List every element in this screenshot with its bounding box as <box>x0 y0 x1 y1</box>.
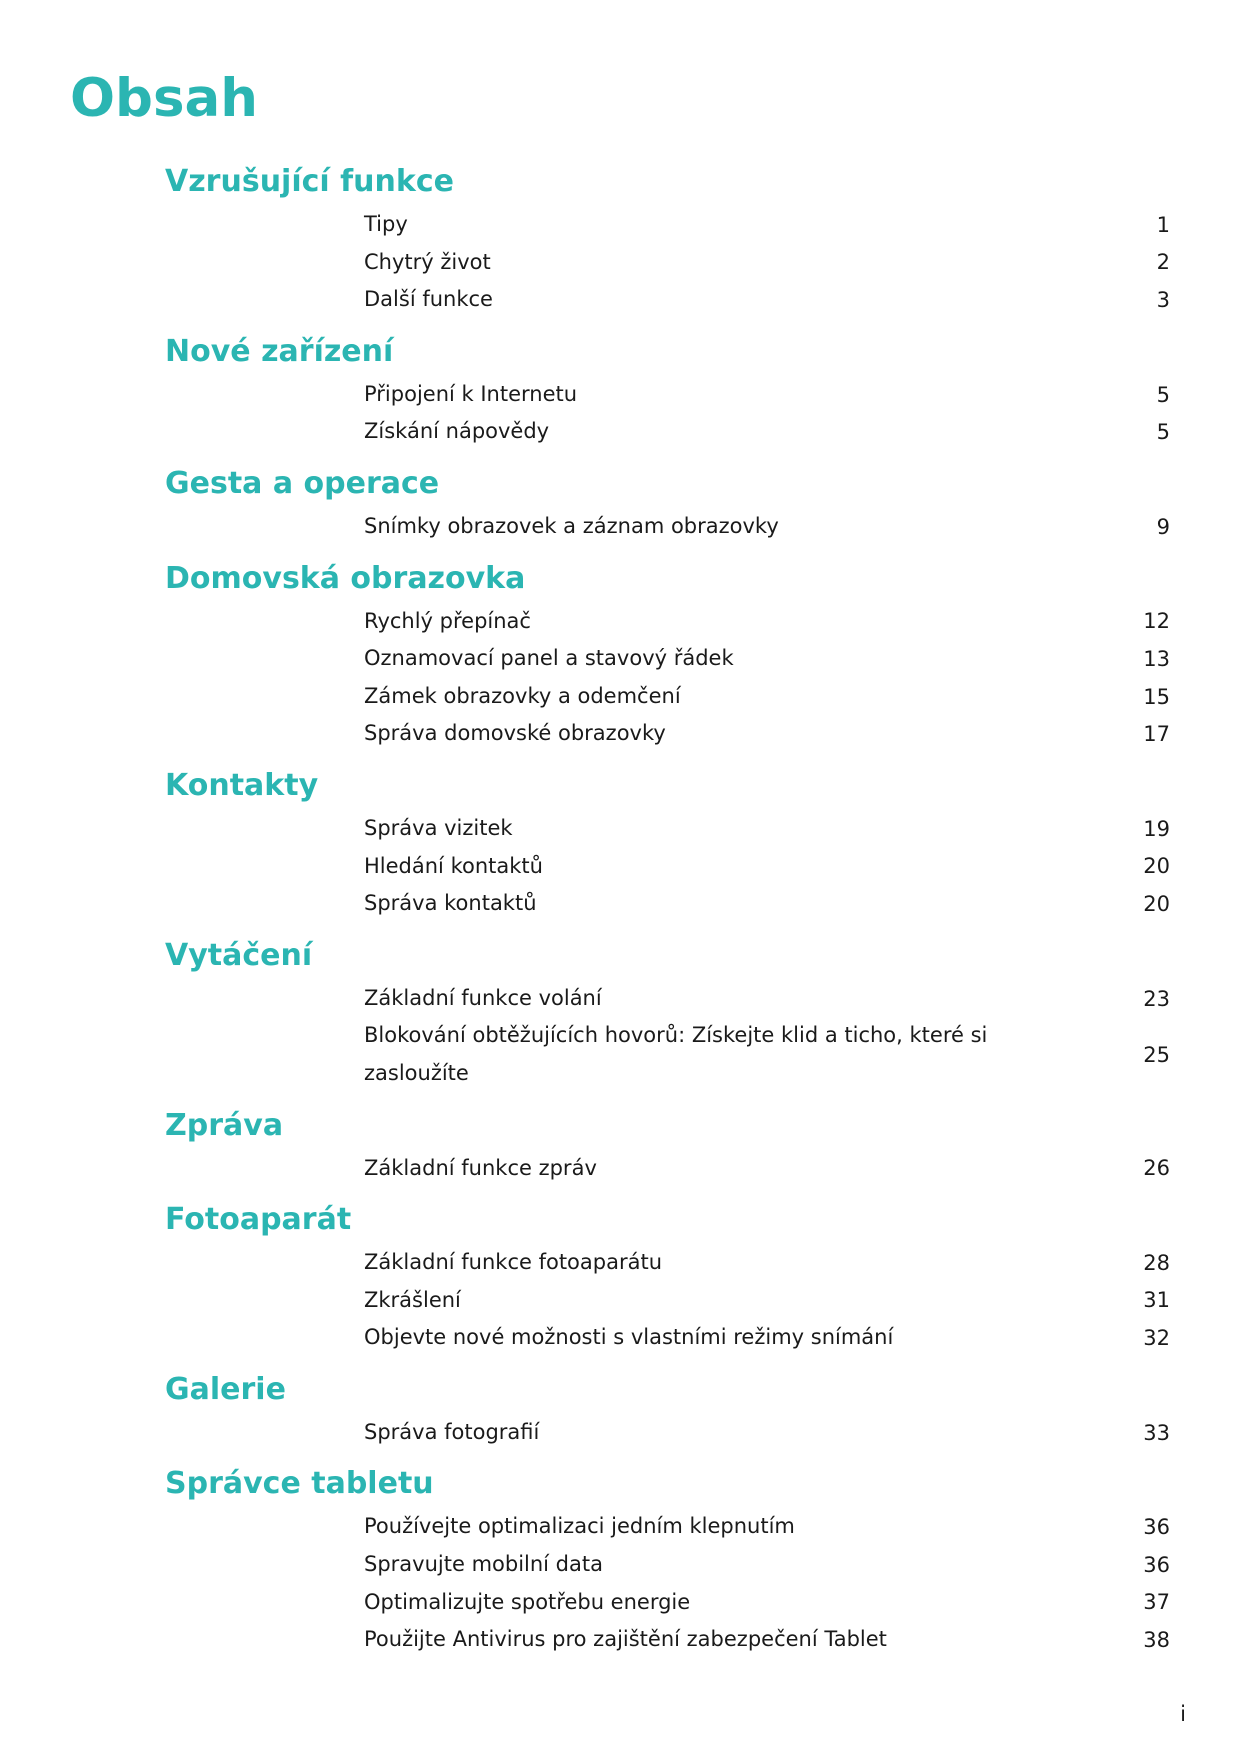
toc-entry-title: Spravujte mobilní data <box>364 1552 603 1577</box>
toc-entry-page-number: 3 <box>1156 287 1170 312</box>
toc-entry-title: Hledání kontaktů <box>364 853 543 878</box>
toc-entry-title: Správa fotografií <box>364 1419 540 1444</box>
toc-section <box>0 328 1240 451</box>
toc-section <box>0 762 1240 923</box>
toc-entry[interactable] <box>0 508 1240 546</box>
toc-section <box>0 1366 1240 1452</box>
section-heading[interactable]: Domovská obrazovka <box>165 560 526 596</box>
toc-entry[interactable] <box>0 376 1240 414</box>
toc-entry-page-number: 2 <box>1156 250 1170 275</box>
toc-entry-page-number: 17 <box>1143 722 1170 747</box>
section-heading[interactable]: Gesta a operace <box>165 465 440 501</box>
toc-entry[interactable] <box>0 848 1240 886</box>
toc-section <box>0 932 1240 1093</box>
toc-entry[interactable] <box>0 281 1240 319</box>
toc-entry[interactable] <box>0 1319 1240 1357</box>
toc-entry[interactable] <box>0 1017 1240 1092</box>
toc-entry-page-number: 1 <box>1156 212 1170 237</box>
toc-entry-page-number: 36 <box>1143 1552 1170 1577</box>
toc-entry-title: Připojení k Internetu <box>364 381 578 406</box>
toc-entry[interactable] <box>0 1282 1240 1320</box>
section-heading[interactable]: Fotoaparát <box>165 1202 352 1238</box>
toc-entry-page-number: 15 <box>1143 684 1170 709</box>
toc-entry[interactable] <box>0 1621 1240 1659</box>
table-of-contents <box>0 158 1240 1668</box>
section-heading[interactable]: Vzrušující funkce <box>165 164 454 199</box>
toc-entry-title: Základní funkce volání <box>364 985 602 1010</box>
toc-entry[interactable] <box>0 206 1240 244</box>
toc-entry[interactable] <box>0 810 1240 848</box>
toc-section <box>0 1102 1240 1188</box>
toc-entry-title: Objevte nové možnosti s vlastními režimy snímání <box>364 1325 894 1350</box>
toc-entry-title: Získání nápovědy <box>364 419 550 444</box>
toc-entry[interactable] <box>0 1150 1240 1188</box>
page-title: Obsah <box>70 68 259 129</box>
toc-entry-page-number: 32 <box>1143 1326 1170 1351</box>
toc-entry[interactable] <box>0 1584 1240 1622</box>
toc-entry-page-number: 26 <box>1143 1156 1170 1181</box>
section-heading[interactable]: Zpráva <box>165 1107 284 1143</box>
toc-entry-page-number: 23 <box>1143 986 1170 1011</box>
toc-entry-title: Rychlý přepínač <box>364 608 531 633</box>
toc-entry[interactable] <box>0 603 1240 641</box>
toc-entry-title: Tipy <box>364 212 408 236</box>
toc-entry[interactable] <box>0 640 1240 678</box>
toc-entry-title: Použijte Antivirus pro zajištění zabezpečení Tablet <box>364 1627 887 1652</box>
toc-entry-page-number: 5 <box>1156 382 1170 407</box>
toc-entry-page-number: 20 <box>1143 854 1170 879</box>
section-heading[interactable]: Vytáčení <box>165 937 313 973</box>
toc-entry-page-number: 38 <box>1143 1628 1170 1653</box>
toc-entry[interactable] <box>0 1546 1240 1584</box>
toc-section <box>0 555 1240 753</box>
toc-entry-title: Optimalizujte spotřebu energie <box>364 1589 691 1614</box>
section-heading[interactable]: Kontakty <box>165 767 319 803</box>
toc-entry-page-number: 20 <box>1143 891 1170 916</box>
toc-entry-page-number: 31 <box>1143 1288 1170 1313</box>
toc-section <box>0 1196 1240 1357</box>
toc-entry[interactable] <box>0 413 1240 451</box>
toc-entry-title: Oznamovací panel a stavový řádek <box>364 646 734 671</box>
footer-page-number: i <box>1180 1702 1186 1726</box>
toc-entry-page-number: 36 <box>1143 1515 1170 1540</box>
toc-section <box>0 460 1240 546</box>
toc-entry-page-number: 33 <box>1143 1420 1170 1445</box>
toc-entry[interactable] <box>0 715 1240 753</box>
toc-section <box>0 158 1240 319</box>
toc-entry-title: Základní funkce fotoaparátu <box>364 1250 663 1275</box>
toc-entry-page-number: 13 <box>1143 646 1170 671</box>
toc-entry-title: Správa kontaktů <box>364 891 537 916</box>
toc-entry-title: Používejte optimalizaci jedním klepnutím <box>364 1514 795 1539</box>
toc-entry-page-number: 19 <box>1143 816 1170 841</box>
toc-entry-page-number: 25 <box>1143 1042 1170 1067</box>
toc-entry-title: Správa vizitek <box>364 815 513 840</box>
section-heading[interactable]: Správce tabletu <box>165 1466 434 1502</box>
toc-entry[interactable] <box>0 980 1240 1018</box>
toc-entry-page-number: 37 <box>1143 1590 1170 1615</box>
toc-entry-page-number: 12 <box>1143 609 1170 634</box>
toc-entry[interactable] <box>0 244 1240 282</box>
toc-entry-title: Blokování obtěžujících hovorů: Získejte klid a ticho, které si zasloužíte <box>364 1023 988 1085</box>
toc-entry-title: Další funkce <box>364 287 493 312</box>
toc-entry[interactable] <box>0 1244 1240 1282</box>
toc-entry-title: Zkrášlení <box>364 1287 461 1312</box>
toc-entry-title: Zámek obrazovky a odemčení <box>364 683 681 708</box>
toc-entry[interactable] <box>0 885 1240 923</box>
toc-entry[interactable] <box>0 678 1240 716</box>
toc-section <box>0 1460 1240 1658</box>
toc-entry-title: Snímky obrazovek a záznam obrazovky <box>364 513 779 538</box>
toc-entry-title: Základní funkce zpráv <box>364 1155 597 1180</box>
toc-entry[interactable] <box>0 1508 1240 1546</box>
section-heading[interactable]: Nové zařízení <box>165 333 394 369</box>
toc-entry[interactable] <box>0 1414 1240 1452</box>
toc-entry-page-number: 5 <box>1156 420 1170 445</box>
toc-entry-title: Chytrý život <box>364 249 491 274</box>
toc-entry-page-number: 28 <box>1143 1250 1170 1275</box>
toc-entry-page-number: 9 <box>1156 514 1170 539</box>
toc-entry-title: Správa domovské obrazovky <box>364 721 666 746</box>
section-heading[interactable]: Galerie <box>165 1371 286 1407</box>
